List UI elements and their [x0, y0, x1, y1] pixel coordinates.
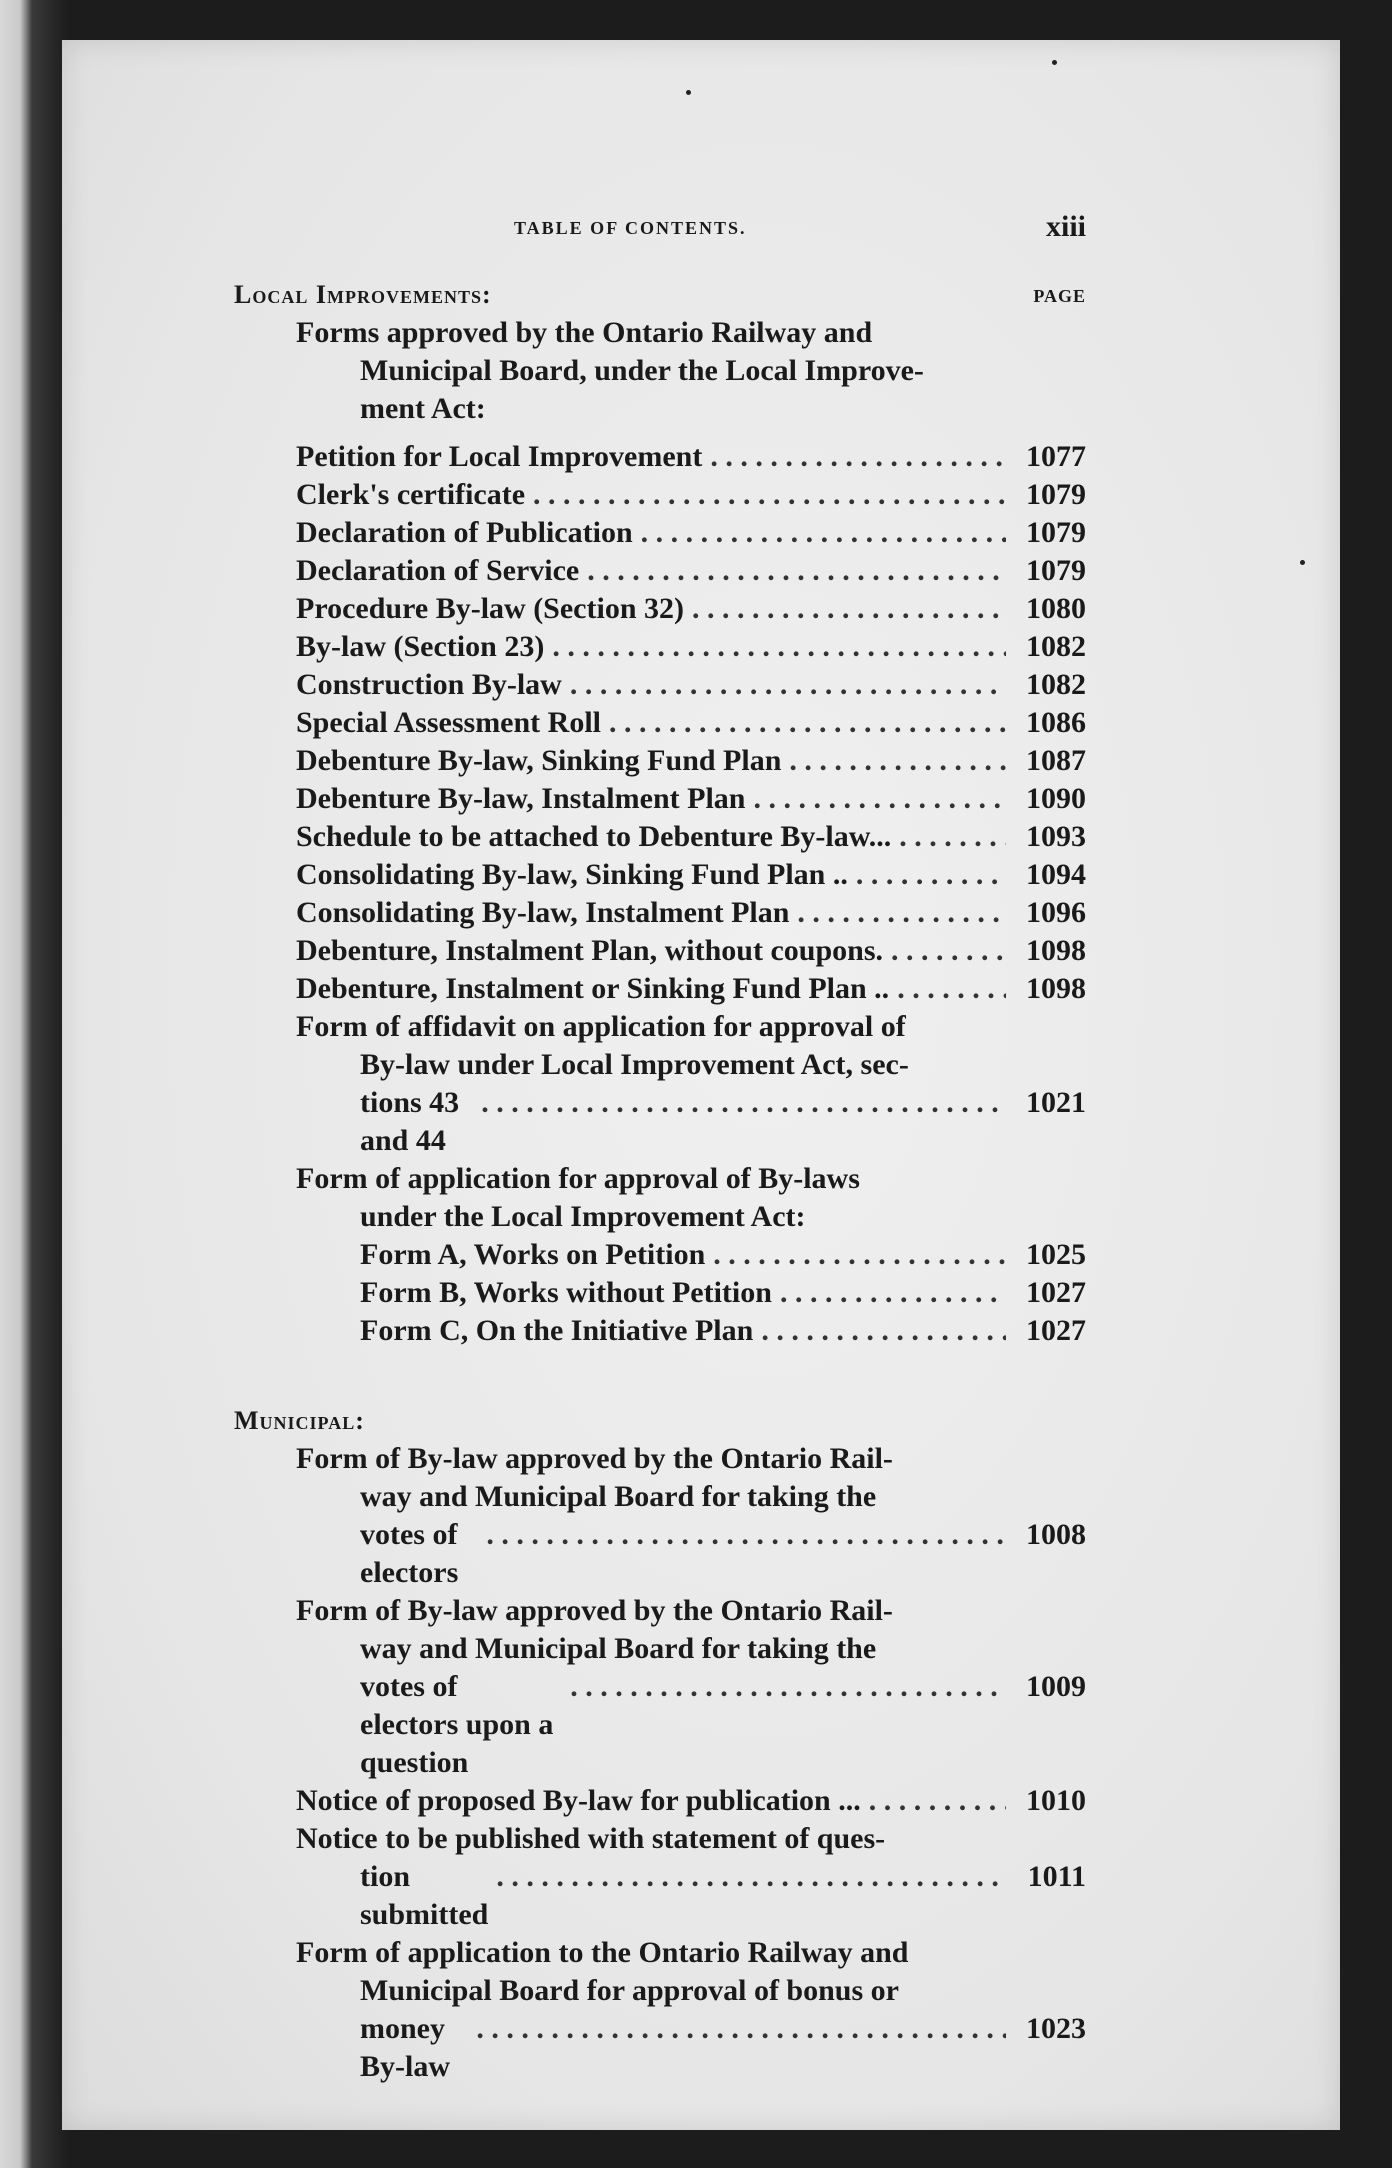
dot-leader	[891, 932, 1006, 970]
toc-entry	[226, 742, 1086, 780]
toc-entry-title: Notice of proposed By-law for publication ...	[296, 1784, 861, 1817]
toc-entry-page: 1008	[1026, 1518, 1086, 1551]
dot-leader	[710, 438, 1006, 476]
toc-entry-title: money By-law	[360, 2012, 450, 2083]
toc-entry-title: Schedule to be attached to Debenture By-law...	[296, 820, 892, 853]
dot-leader	[856, 856, 1006, 894]
toc-entry-line: way and Municipal Board for taking the	[360, 1632, 877, 1665]
dot-leader	[641, 514, 1006, 552]
toc-entry-title: Debenture By-law, Instalment Plan	[296, 782, 746, 815]
dot-leader	[713, 1236, 1006, 1274]
section-title: Municipal:	[234, 1406, 365, 1435]
toc-entry-page: 1086	[1026, 706, 1086, 739]
toc-entry	[226, 818, 1086, 856]
section-heading-local-improvements	[226, 280, 1086, 314]
toc-entry-title: Form C, On the Initiative Plan	[360, 1314, 754, 1347]
toc-entry	[226, 932, 1086, 970]
toc-entry-page: 1027	[1026, 1314, 1086, 1347]
running-title: TABLE OF CONTENTS.	[514, 218, 747, 238]
toc-entries-local	[226, 438, 1086, 1008]
toc-entry-line	[226, 2010, 1086, 2086]
toc-entry-title: By-law (Section 23)	[296, 630, 545, 663]
toc-entry-title: votes of electors upon a question	[360, 1670, 554, 1779]
toc-entry-title: Form A, Works on Petition	[360, 1238, 706, 1271]
toc-entry-page: 1098	[1026, 972, 1086, 1005]
toc-entry	[226, 1820, 1086, 1934]
toc-entry-title: votes of electors	[360, 1518, 459, 1589]
toc-entry-application	[226, 1160, 1086, 1236]
dot-leader	[761, 1312, 1006, 1350]
paper-speck	[1052, 60, 1057, 65]
dot-leader	[481, 1084, 1006, 1122]
toc-entry	[226, 476, 1086, 514]
dot-leader	[587, 552, 1006, 590]
section-title: Local Improvements:	[234, 280, 492, 309]
dot-leader	[609, 704, 1006, 742]
dot-leader	[486, 1516, 1006, 1554]
toc-entry-title: Declaration of Publication	[296, 516, 633, 549]
page-number: xiii	[1045, 210, 1086, 243]
toc-intro-line: ment Act:	[360, 392, 486, 425]
toc-entry	[226, 704, 1086, 742]
toc-entry	[226, 552, 1086, 590]
toc-entry-page: 1087	[1026, 744, 1086, 777]
toc-entry-title: Construction By-law	[296, 668, 562, 701]
toc-entry-title: Clerk's certificate	[296, 478, 526, 511]
dot-leader	[552, 628, 1006, 666]
dot-leader	[753, 780, 1006, 818]
toc-entry-title: Form B, Works without Petition	[360, 1276, 772, 1309]
dot-leader	[797, 894, 1006, 932]
toc-entry-line	[226, 1084, 1086, 1160]
toc-entries-municipal	[226, 1440, 1086, 2086]
toc-entry-page: 1079	[1026, 516, 1086, 549]
toc-entry-page: 1082	[1026, 668, 1086, 701]
section-heading-municipal	[226, 1406, 1086, 1440]
dot-leader	[869, 1782, 1006, 1820]
toc-entry	[226, 438, 1086, 476]
toc-entry	[226, 780, 1086, 818]
dot-leader	[476, 2010, 1006, 2048]
toc-entry-line: Notice to be published with statement of ques-	[296, 1822, 886, 1855]
toc-entry-line: Form of By-law approved by the Ontario Rail-	[296, 1442, 893, 1475]
toc-entry-page: 1010	[1026, 1784, 1086, 1817]
toc-entry-title: Declaration of Service	[296, 554, 580, 587]
toc-form-entries	[226, 1236, 1086, 1350]
toc-entry-page: 1023	[1026, 2012, 1086, 2045]
toc-entry-title: Debenture, Instalment Plan, without coupons.	[296, 934, 884, 967]
toc-entry-page: 1090	[1026, 782, 1086, 815]
book-gutter	[0, 0, 70, 2168]
toc-entry-page: 1094	[1026, 858, 1086, 891]
toc-entry-title: Consolidating By-law, Instalment Plan	[296, 896, 790, 929]
toc-entry-page: 1093	[1026, 820, 1086, 853]
toc-entry-page: 1025	[1026, 1238, 1086, 1271]
toc-entry-line: Form of application for approval of By-laws	[296, 1162, 860, 1195]
dot-leader	[570, 1668, 1006, 1706]
toc-entry-line: way and Municipal Board for taking the	[360, 1480, 877, 1513]
page-column-label: PAGE	[1033, 286, 1086, 306]
toc-entry-page: 1021	[1026, 1086, 1086, 1119]
toc-entry-title: Petition for Local Improvement	[296, 440, 703, 473]
toc-entry	[226, 1782, 1086, 1820]
toc-entry	[226, 856, 1086, 894]
toc-entry-page: 1080	[1026, 592, 1086, 625]
dot-leader	[533, 476, 1006, 514]
toc-entry-title: tion submitted	[360, 1860, 489, 1931]
toc-entry-title: Debenture By-law, Sinking Fund Plan	[296, 744, 782, 777]
toc-entry	[226, 666, 1086, 704]
running-head	[226, 210, 1086, 250]
toc-entry-page: 1082	[1026, 630, 1086, 663]
toc-entry-page: 1079	[1026, 554, 1086, 587]
toc-entry-page: 1079	[1026, 478, 1086, 511]
dot-leader	[570, 666, 1006, 704]
toc-entry-line: under the Local Improvement Act:	[360, 1200, 806, 1233]
toc-entry-line: Form of By-law approved by the Ontario Rail-	[296, 1594, 893, 1627]
toc-entry-title: tions 43 and 44	[360, 1086, 460, 1157]
toc-entry-line: Form of affidavit on application for approval of	[296, 1010, 906, 1043]
toc-entry	[226, 1274, 1086, 1312]
toc-entry-page: 1096	[1026, 896, 1086, 929]
toc-entry-line	[226, 1668, 1086, 1782]
toc-entry	[226, 1592, 1086, 1782]
toc-entry-line: By-law under Local Improvement Act, sec-	[360, 1048, 909, 1081]
dot-leader	[789, 742, 1006, 780]
toc-entry	[226, 894, 1086, 932]
toc-entry-page: 1098	[1026, 934, 1086, 967]
toc-entry-page: 1011	[1027, 1860, 1086, 1893]
toc-entry-title: Debenture, Instalment or Sinking Fund Plan ..	[296, 972, 890, 1005]
toc-entry-line	[226, 1516, 1086, 1592]
toc-intro-line: Municipal Board, under the Local Improve-	[360, 354, 924, 387]
toc-entry-title: Consolidating By-law, Sinking Fund Plan ..	[296, 858, 848, 891]
toc-entry	[226, 514, 1086, 552]
toc-entry	[226, 1312, 1086, 1350]
toc-entry	[226, 1440, 1086, 1592]
dot-leader	[780, 1274, 1006, 1312]
toc-entry-page: 1027	[1026, 1276, 1086, 1309]
toc-entry	[226, 628, 1086, 666]
toc-entry	[226, 1236, 1086, 1274]
toc-entry-title: Procedure By-law (Section 32)	[296, 592, 684, 625]
toc-entry-affidavit	[226, 1008, 1086, 1160]
toc-entry-page: 1009	[1026, 1670, 1086, 1703]
table-of-contents	[226, 210, 1086, 2086]
toc-entry-line: Municipal Board for approval of bonus or	[360, 1974, 899, 2007]
toc-entry	[226, 1934, 1086, 2086]
toc-entry	[226, 590, 1086, 628]
toc-entry-title: Special Assessment Roll	[296, 706, 602, 739]
dot-leader	[897, 970, 1006, 1008]
dot-leader	[496, 1858, 1006, 1896]
toc-entry-line: Form of application to the Ontario Railway and	[296, 1936, 909, 1969]
toc-entry	[226, 970, 1086, 1008]
dot-leader	[899, 818, 1006, 856]
toc-entry-page: 1077	[1026, 440, 1086, 473]
paper-speck	[686, 90, 691, 95]
dot-leader	[692, 590, 1006, 628]
paper-speck	[1300, 560, 1305, 565]
toc-intro	[226, 314, 1086, 428]
toc-entry-line	[226, 1858, 1086, 1934]
toc-intro-line: Forms approved by the Ontario Railway and	[296, 316, 873, 349]
